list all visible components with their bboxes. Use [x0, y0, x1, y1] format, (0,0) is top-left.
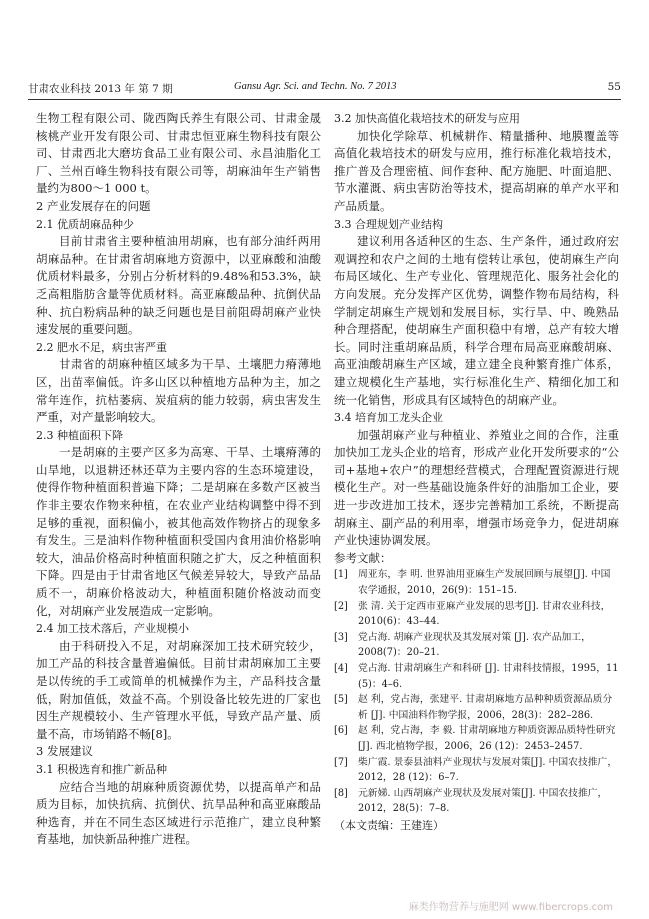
- reference-text: 柴广霞. 景泰县油料产业现状与发展对策[J]. 中国农技推广，2012，28 (12)：6–7.: [358, 756, 618, 784]
- reference-text: 周亚东，李 明. 世界油用亚麻生产发展回顾与展望[J]. 中国农学通报，2010，26(9)：151–15.: [358, 569, 611, 597]
- section-2-heading: 2 产业发展存在的问题: [36, 198, 151, 213]
- journal-name-en: Gansu Agr. Sci. and Techn. No. 7 2013: [234, 81, 397, 92]
- section-2-1-heading: 2.1 优质胡麻品种少: [36, 217, 134, 231]
- section-3-heading: 3 发展建议: [36, 744, 93, 759]
- reference-number: [5]: [334, 694, 348, 706]
- reference-item: [334, 723, 619, 754]
- left-column: [36, 110, 321, 849]
- reference-item: [334, 755, 619, 786]
- reference-text: 元新娣. 山西胡麻产业现状及发展对策[J]. 中国农技推广，2012，28(5)：7–8.: [358, 787, 608, 815]
- reference-number: [1]: [334, 569, 348, 581]
- intro-paragraph: 生物工程有限公司、陇西陶氏养生有限公司、甘肃金晟核桃产业开发有限公司、甘肃忠恒亚麻生物科技有限公司、甘肃西北大磨坊食品工业有限公司、永昌油脂化工厂、兰州百峰生物科技有限公司等，胡麻油年生产销售量约为800～1 000 t。: [36, 111, 321, 196]
- reference-item: [334, 599, 619, 630]
- section-2-3-heading: 2.3 种植面积下降: [36, 428, 123, 442]
- reference-item: [334, 692, 619, 723]
- reference-number: [3]: [334, 631, 348, 643]
- section-3-2-body: 加快化学除草、机械耕作、精量播种、地膜覆盖等高值化栽培技术的研发与应用，推行标准化栽培技术，推广普及合理密植、间作套种、配方施肥、叶面追肥、节水灌溉、病虫害防治等技术，提高胡麻的单产水平和产品质量。: [334, 128, 619, 213]
- journal-name-cn: 甘肃农业科技 2013 年 第 7 期: [28, 83, 173, 95]
- reference-item: [334, 786, 619, 817]
- header-rule: [28, 99, 621, 100]
- section-3-3-heading: 3.3 合理规划产业结构: [334, 217, 443, 231]
- section-3-4-heading: 3.4 培育加工龙头企业: [334, 411, 443, 425]
- section-2-4-heading: 2.4 加工技术落后，产业规模小: [36, 622, 189, 636]
- reference-number: [2]: [334, 600, 348, 612]
- reference-text: 张 清. 关于定西市亚麻产业发展的思考[J]. 甘肃农业科技，2010(6)：43–44.: [358, 600, 611, 628]
- section-3-2-heading: 3.2 加快高值化栽培技术的研发与应用: [334, 112, 520, 125]
- section-2-1-body: 目前甘肃省主要种植油用胡麻，也有部分油纤两用胡麻品种。在甘肃省胡麻地方资源中，以亚麻酸和油酸优质材料最多，分别占分析材料的9.48%和53.3%，缺乏高粗脂肪含量等优质材料。高亚麻酸品种、抗倒伏品种、抗白粉病品种的缺乏问题也是目前阻碍胡麻产业快速发展的重要问题。: [36, 234, 321, 337]
- responsible-editor: （本文责编：王建连）: [334, 818, 444, 832]
- section-3-3-body: 建议利用各适种区的生态、生产条件，通过政府宏观调控和农户之间的土地有偿转让承包，使胡麻生产向布局区域化、生产专业化、管理规范化、服务社会化的方向发展。充分发挥产区优势，调整作物布局结构，科学制定胡麻生产规划和发展目标，实行旱、中、晚熟品种合理搭配，使胡麻生产面积稳中有增，总产有较大增长。同时注重胡麻品质，科学合理布局高亚麻酸胡麻、高亚油酸胡麻生产区域，建立建全良种繁育推广体系，建立规模化生产基地，实行标准化生产、精细化加工和统一化销售，形成具有区域特色的胡麻产业。: [334, 234, 619, 407]
- reference-text: 党占海. 甘肃胡麻生产和科研 [J]. 甘肃科技情报，1995，11 (5)：4–6.: [358, 663, 619, 690]
- section-2-3-body: 一是胡麻的主要产区多为高寒、干旱、土壤瘠薄的山旱地，以退耕还林还草为主要内容的生态环境建设，使得作物种植面积普遍下降；二是胡麻在多数产区被当作非主要农作物来种植，在农业产业结构调整中得不到足够的重视，面积偏小，被其他高效作物挤占的现象多有发生。三是油料作物种植面积受国内食用油价格影响较大，油品价格高时种植面积随之扩大，反之种植面积下降。四是由于甘肃省地区气候差异较大，导致产品品质不一，胡麻价格波动大，种植面积随价格波动而变化，对胡麻产业发展造成一定影响。: [36, 445, 321, 618]
- reference-item: [334, 661, 619, 692]
- reference-item: [334, 630, 619, 661]
- reference-number: [7]: [334, 756, 348, 768]
- watermark: 麻类作物营养与施肥网 www.fibercrops.com: [408, 902, 613, 913]
- section-3-4-body: 加强胡麻产业与种植业、养殖业之间的合作，注重加快加工龙头企业的培育，形成产业化开发所要求的“公司+基地+农户”的理想经营模式，合理配置资源进行规模化生产。对一些基础设施条件好的油脂加工企业，要进一步改进加工技术，逐步完善精加工系统，不断提高胡麻主、副产品的利用率，增强市场竞争力，促进胡麻产业快速协调发展。: [334, 427, 619, 548]
- section-3-1-heading: 3.1 积极选育和推广新品种: [36, 762, 167, 776]
- reference-number: [8]: [334, 787, 348, 799]
- reference-item: [334, 567, 619, 598]
- references-heading: 参考文献：: [334, 550, 392, 565]
- reference-text: 赵 利，党占海，张建平. 甘肃胡麻地方品种种质资源品质分析 [J]. 中国油料作物学报，2006，28(3)：282–286.: [358, 694, 613, 721]
- page-number: 55: [607, 81, 621, 93]
- section-2-4-body: 由于科研投入不足，对胡麻深加工技术研究较少，加工产品的科技含量普遍偏低。目前甘肃胡麻加工主要是以传统的手工或简单的机械操作为主，产品科技含量低，附加值低，效益不高。个别设备比较先进的厂家也因生产规模较小、生产管理水平低，导致产品产量、质量不高，市场销路不畅[8]。: [36, 638, 321, 741]
- section-3-1-body: 应结合当地的胡麻种质资源优势，以提高单产和品质为目标，加快抗病、抗倒伏、抗旱品种和高亚麻酸品种选育，并在不同生态区域进行示范推广，建立良种繁育基地，加快新品种推广进程。: [36, 779, 321, 847]
- reference-number: [4]: [334, 663, 348, 674]
- reference-number: [6]: [334, 725, 348, 737]
- reference-text: 党占海. 胡麻产业现状及其发展对策 [J]. 农产品加工，2008(7)：20–21.: [358, 631, 591, 659]
- reference-text: 赵 利，党占海，李 毅. 甘肃胡麻地方种质资源品质特性研究 [J]. 西北植物学报，2006，26 (12)：2453–2457.: [358, 725, 616, 752]
- reference-list: [334, 567, 619, 817]
- section-2-2-heading: 2.2 肥水不足，病虫害严重: [36, 340, 167, 354]
- section-2-2-body: 甘肃省的胡麻种植区域多为干旱、土壤肥力瘠薄地区，出苗率偏低。许多山区以种植地方品种为主，加之常年连作，抗枯萎病、炭疽病的能力较弱，病虫害发生严重，对产量影响较大。: [36, 357, 321, 425]
- right-column: [334, 110, 619, 835]
- running-header: [28, 81, 621, 97]
